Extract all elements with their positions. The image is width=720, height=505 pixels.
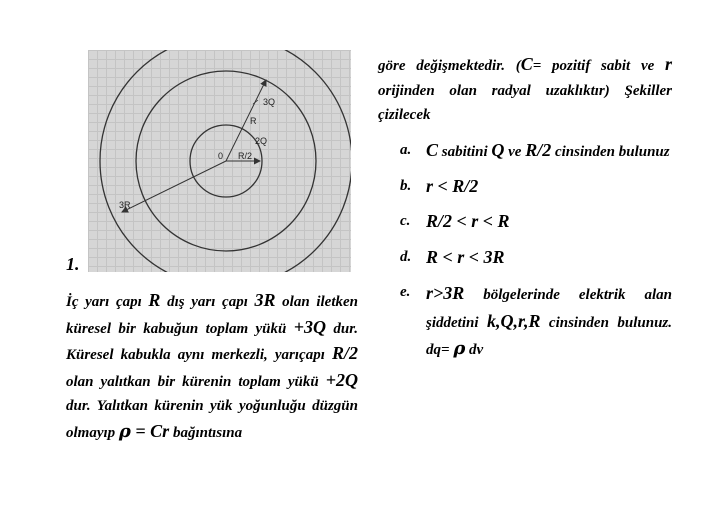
rho-symbol: ρ — [453, 338, 466, 359]
item-letter: e. — [400, 284, 411, 300]
statement-text: bağıntısına — [169, 424, 243, 441]
sphere-radius: R/2 — [331, 343, 358, 364]
sphere-charge: +2Q — [325, 369, 358, 390]
statement-text: olan iletken küresel bir kabuğun toplam yükü — [66, 294, 358, 337]
sub-question-a — [400, 138, 672, 165]
item-symbol: k,Q,r,R — [486, 311, 541, 331]
item-text: cinsinden bulunuz. dq= — [426, 315, 672, 358]
label-3q: 3Q — [263, 97, 276, 107]
statement-text: orijinden olan radyal uzaklıktır) Şekiller çizilecek — [378, 82, 672, 123]
question-number: 1. — [66, 254, 80, 274]
label-r-half: R/2 — [238, 151, 253, 161]
item-text: cinsinden bulunuz — [551, 144, 670, 160]
item-range: r < R/2 — [426, 175, 479, 196]
label-r: R — [250, 116, 257, 126]
item-symbol: C — [426, 140, 439, 160]
statement-text: olan yalıtkan bir kürenin toplam yükü — [66, 373, 326, 390]
rho-symbol: ρ — [118, 420, 131, 442]
statement-text: göre değişmektedir. ( — [378, 58, 521, 74]
density-expression: Cr — [150, 420, 170, 441]
statement-text: dur. Küresel kabukla aynı merkezli, yarıçapı — [66, 320, 358, 364]
item-symbol: Q — [491, 140, 505, 160]
constant-c: C — [520, 54, 533, 74]
concentric-spheres-figure — [88, 50, 351, 272]
item-symbol: R/2 — [525, 140, 552, 160]
item-range: R < r < 3R — [426, 246, 505, 267]
item-text: ve — [504, 144, 526, 160]
radius-3r-arrow — [122, 161, 226, 212]
label-3r: 3R — [119, 200, 131, 210]
statement-text: = pozitif sabit ve — [532, 58, 665, 74]
sub-question-e — [400, 280, 672, 363]
item-letter: b. — [400, 177, 412, 194]
shell-charge: +3Q — [293, 316, 327, 337]
item-letter: c. — [400, 213, 411, 229]
statement-text: dur. Yalıtkan kürenin yük yoğunluğu düzgün olmayıp — [66, 398, 358, 441]
item-text: bölgelerinde elektrik alan şiddetini — [426, 287, 672, 331]
problem-statement — [66, 288, 358, 446]
item-range: r>3R — [426, 283, 465, 303]
label-origin: 0 — [218, 151, 224, 161]
item-text: sabitini — [438, 144, 492, 160]
statement-text: İç yarı çapı — [66, 294, 149, 310]
sub-question-d — [400, 245, 672, 272]
sub-question-b — [400, 174, 672, 201]
inner-radius-symbol: R — [148, 290, 161, 310]
figure-drawing — [88, 50, 351, 272]
item-letter: a. — [400, 142, 412, 158]
label-2q: 2Q — [255, 136, 268, 146]
sub-questions-list — [400, 138, 672, 363]
statement-text: dış yarı çapı — [160, 294, 255, 310]
sub-question-c — [400, 209, 672, 236]
problem-continuation — [378, 52, 672, 128]
outer-radius-symbol: 3R — [254, 290, 276, 310]
equals-sign: = — [130, 420, 151, 441]
item-range: R/2 < r < R — [426, 211, 510, 231]
item-letter: d. — [400, 248, 412, 265]
radial-distance-symbol: r — [664, 54, 672, 74]
item-text: dv — [465, 342, 484, 358]
